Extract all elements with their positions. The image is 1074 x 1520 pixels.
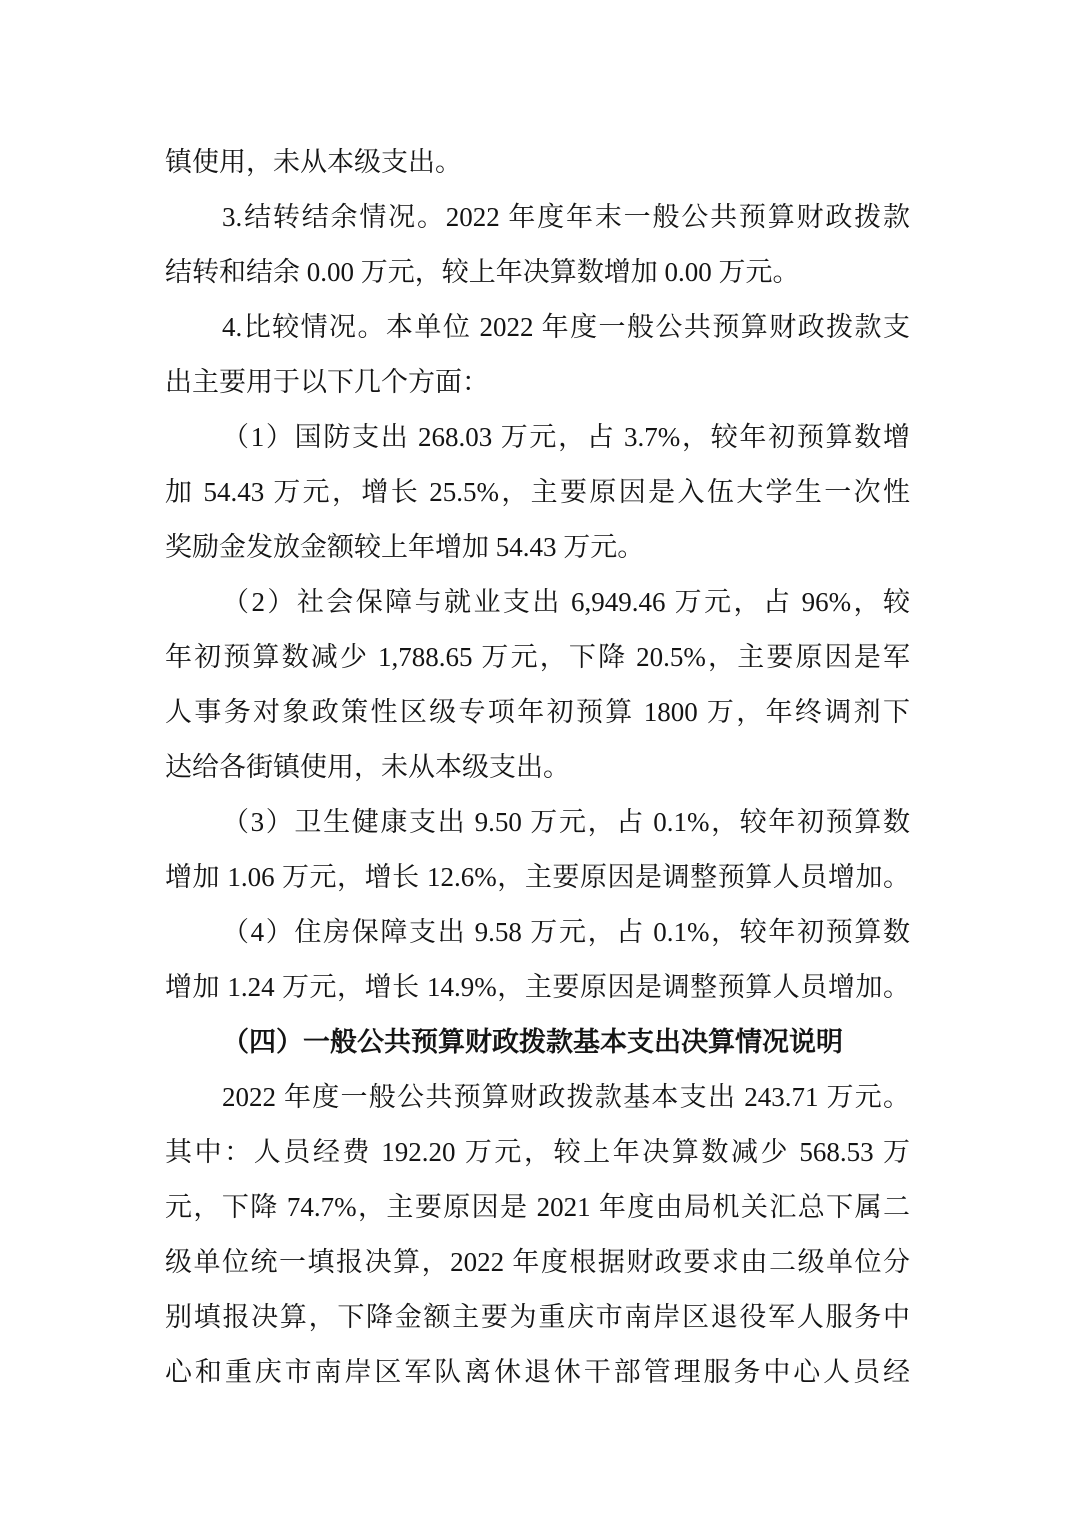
text-line: 3.结转结余情况。2022 年度年末一般公共预算财政拨款 [222,202,910,232]
document-body [165,135,910,1400]
text-line: 年初预算数减少 1,788.65 万元，下降 20.5%，主要原因是军 [165,642,910,672]
paragraph-carryover-balance [165,190,910,300]
text-line: 结转和结余 0.00 万元，较上年决算数增加 0.00 万元。 [165,257,800,287]
text-line: （1）国防支出 268.03 万元，占 3.7%，较年初预算数增 [222,422,910,452]
text-line: 心和重庆市南岸区军队离休退休干部管理服务中心人员经 [165,1357,910,1387]
text-line: 奖励金发放金额较上年增加 54.43 万元。 [165,532,645,562]
paragraph-item-housing [165,905,910,1015]
text-line: （4）住房保障支出 9.58 万元，占 0.1%，较年初预算数 [222,917,910,947]
text-line: （3）卫生健康支出 9.50 万元，占 0.1%，较年初预算数 [222,807,910,837]
text-line: 级单位统一填报决算，2022 年度根据财政要求由二级单位分 [165,1247,910,1277]
text-line: 人事务对象政策性区级专项年初预算 1800 万，年终调剂下 [165,697,910,727]
paragraph-comparison [165,300,910,410]
text-line: 4.比较情况。本单位 2022 年度一般公共预算财政拨款支 [222,312,910,342]
text-line: 增加 1.24 万元，增长 14.9%，主要原因是调整预算人员增加。 [165,972,910,1002]
text-line: 镇使用，未从本级支出。 [165,147,462,177]
section-heading-wrapper [165,1015,910,1070]
paragraph-item-health [165,795,910,905]
paragraph-item-social-security [165,575,910,795]
paragraph-item-defense [165,410,910,575]
text-line: 元，下降 74.7%，主要原因是 2021 年度由局机关汇总下属二 [165,1192,910,1222]
text-line: 加 54.43 万元，增长 25.5%，主要原因是入伍大学生一次性 [165,477,910,507]
text-line: 达给各街镇使用，未从本级支出。 [165,752,570,782]
text-line: 增加 1.06 万元，增长 12.6%，主要原因是调整预算人员增加。 [165,862,910,892]
paragraph-continuation [165,135,910,190]
text-line: 出主要用于以下几个方面： [165,367,489,397]
section-heading: （四）一般公共预算财政拨款基本支出决算情况说明 [222,1027,843,1057]
paragraph-basic-expenditure [165,1070,910,1400]
text-line: 别填报决算，下降金额主要为重庆市南岸区退役军人服务中 [165,1302,910,1332]
text-line: 其中：人员经费 192.20 万元，较上年决算数减少 568.53 万 [165,1137,910,1167]
text-line: （2）社会保障与就业支出 6,949.46 万元，占 96%，较 [222,587,910,617]
text-line: 2022 年度一般公共预算财政拨款基本支出 243.71 万元。 [222,1082,910,1112]
